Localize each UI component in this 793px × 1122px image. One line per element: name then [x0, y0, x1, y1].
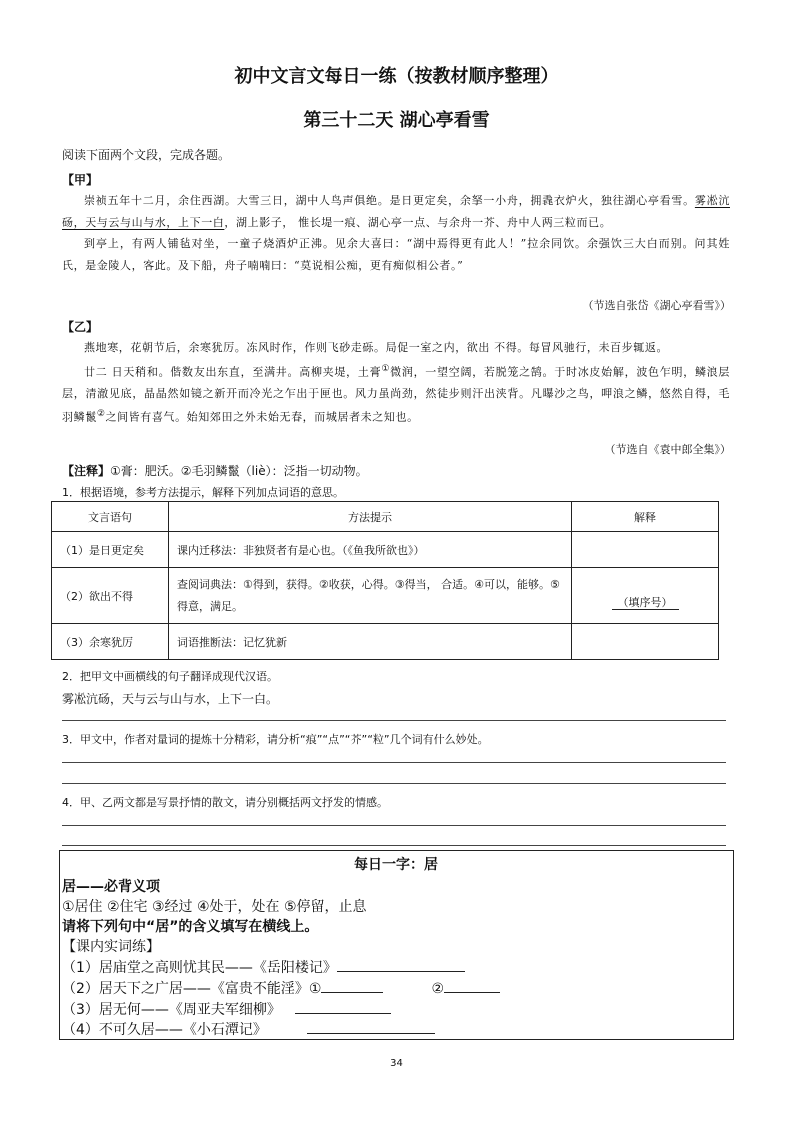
table-row: [52, 568, 719, 624]
question-4: 4．甲、乙两文都是写景抒情的散文，请分别概括两文抒发的情感。: [62, 796, 388, 809]
instruction: 请将下列句中“居”的含义填写在横线上。: [62, 919, 319, 935]
answer-line[interactable]: [62, 825, 726, 826]
table-header: 文言语句: [52, 502, 169, 532]
intro-text: 阅读下面两个文段，完成各题。: [62, 148, 231, 162]
meanings: ①居住 ②住宅 ③经过 ④处于，处在 ⑤停留，止息: [62, 899, 367, 915]
table-header: 解释: [572, 502, 719, 532]
answer-line[interactable]: [62, 762, 726, 763]
q1-table: [51, 501, 719, 660]
passage-b-text: 廿二 日天稍和。偕数友出东直，至满井。高柳夹堤，土膏: [84, 365, 382, 379]
passage-a-text-cont: ，湖上影子， 惟长堤一痕、湖心亭一点、与余舟一芥、舟中人两三粒而已。: [224, 215, 612, 229]
meaning-label: 居——必背义项: [62, 879, 160, 895]
question-1: 1．根据语境，参考方法提示，解释下列加点词语的意思。: [62, 486, 344, 499]
practice-item-text: （4）不可久居——《小石潭记》: [62, 1022, 267, 1038]
table-cell-item: （1）是日更定矣: [52, 532, 169, 568]
page-number: 34: [390, 1058, 403, 1069]
table-row: [52, 532, 719, 568]
practice-item-3: [62, 999, 391, 1019]
table-cell-item: （3）余寒犹厉: [52, 624, 169, 660]
answer-cell-3[interactable]: [572, 624, 719, 660]
fill-blank[interactable]: [444, 978, 500, 993]
fill-blank[interactable]: [321, 978, 383, 993]
notes: [62, 462, 368, 479]
note-mark-2: ②: [96, 409, 106, 420]
passage-b-label: 【乙】: [62, 320, 99, 334]
note-2: ②毛羽鳞鬣（liè）：泛指一切动物。: [180, 464, 368, 478]
practice-item-1: [62, 957, 465, 977]
practice-item-text: （1）居庙堂之高则忧其民——《岳阳楼记》: [62, 960, 337, 976]
passage-b: [62, 337, 730, 428]
practice-label: 【课内实词练】: [62, 939, 160, 955]
answer-cell-2[interactable]: [572, 568, 719, 624]
passage-b-source: （节选自《袁中郎全集》）: [604, 443, 731, 456]
passage-a-paragraph-2: 到亭上，有两人铺毡对坐，一童子烧酒炉正沸。见余大喜曰：“湖中焉得更有此人！”拉余同饮。余强饮三大白而别。问其姓氏，是金陵人，客此。及下船，舟子喃喃曰：“莫说相公痴，更有痴似相公者。”: [62, 237, 730, 272]
passage-a: [62, 190, 730, 276]
daily-char-title: 每日一字：居: [354, 857, 438, 873]
answer-line[interactable]: [62, 783, 726, 784]
fill-blank[interactable]: [307, 1019, 435, 1034]
answer-line[interactable]: [62, 845, 726, 846]
table-header: 方法提示: [169, 502, 572, 532]
practice-item-text: （2）居天下之广居——《富贵不能淫》①: [62, 981, 322, 997]
practice-item-4: [62, 1019, 435, 1039]
passage-b-paragraph-1: 燕地寒，花朝节后，余寒犹厉。冻风时作，作则飞砂走砾。局促一室之内，欲出 不得。每冒风驰行，未百步辄返。: [84, 341, 669, 354]
fill-blank[interactable]: [295, 999, 391, 1014]
table-cell-item: （2）欲出不得: [52, 568, 169, 624]
practice-item-text: （3）居无何——《周亚夫军细柳》: [62, 1002, 281, 1018]
table-cell-hint: 查阅词典法：①得到，获得。②收获，心得。③得当， 合适。④可以，能够。⑤得意，满足。: [169, 568, 572, 624]
table-header-row: [52, 502, 719, 532]
notes-label: 【注释】: [62, 464, 111, 478]
passage-a-text: 崇祯五年十二月，余住西湖。大雪三日，湖中人鸟声俱绝。是日更定矣，余拏一小舟，拥毳衣炉火，独往湖心亭看雪。: [84, 194, 695, 207]
blank-mark: ②: [431, 981, 445, 997]
table-cell-hint: 词语推断法：记忆犹新: [169, 624, 572, 660]
note-mark-1: ①: [381, 363, 391, 374]
answer-line[interactable]: [62, 720, 726, 721]
passage-a-source: （节选自张岱《湖心亭看雪》）: [582, 299, 731, 312]
passage-b-text-cont: 微润，一望空阔，若脱笼之鹄。于时冰皮始解，波色乍明，鳞浪层层，清澈见底，晶晶然如镜之新开而冷光之乍出于匣也。风力虽尚劲，然徒步则汗出浃背。凡曝沙之鸟，呷浪之鳞，悠然自得，毛羽鳞鬣: [62, 365, 730, 424]
q2-sentence: 雾凇沆砀，天与云与山与水，上下一白。: [62, 692, 279, 706]
table-cell-hint: 课内迁移法：非独贤者有是心也。（《鱼我所欲也》）: [169, 532, 572, 568]
page-subtitle: 第三十二天 湖心亭看雪: [303, 110, 490, 131]
answer-hint: （填序号）: [612, 596, 679, 610]
answer-cell-1[interactable]: [572, 532, 719, 568]
page-title: 初中文言文每日一练（按教材顺序整理）: [234, 66, 559, 87]
passage-a-paragraph-1: [62, 190, 730, 233]
question-3: 3．甲文中，作者对量词的提炼十分精彩，请分析“痕”“点”“芥”“粒”几个词有什么妙处。: [62, 733, 489, 746]
table-row: [52, 624, 719, 660]
daily-character-box: [59, 850, 734, 1040]
question-2: 2．把甲文中画横线的句子翻译成现代汉语。: [62, 670, 278, 683]
passage-a-label: 【甲】: [62, 173, 99, 187]
underlined-sentence: 雾凇沆砀，天与云与山与水，上下一白: [62, 194, 730, 229]
practice-item-2: [62, 978, 500, 998]
passage-b-paragraph-2: [62, 359, 730, 429]
passage-b-text-end: 之间皆有喜气。始知郊田之外未始无春，而城居者未之知也。: [105, 410, 419, 424]
note-1: ①膏：肥沃。: [110, 464, 181, 478]
fill-blank[interactable]: [337, 957, 465, 972]
